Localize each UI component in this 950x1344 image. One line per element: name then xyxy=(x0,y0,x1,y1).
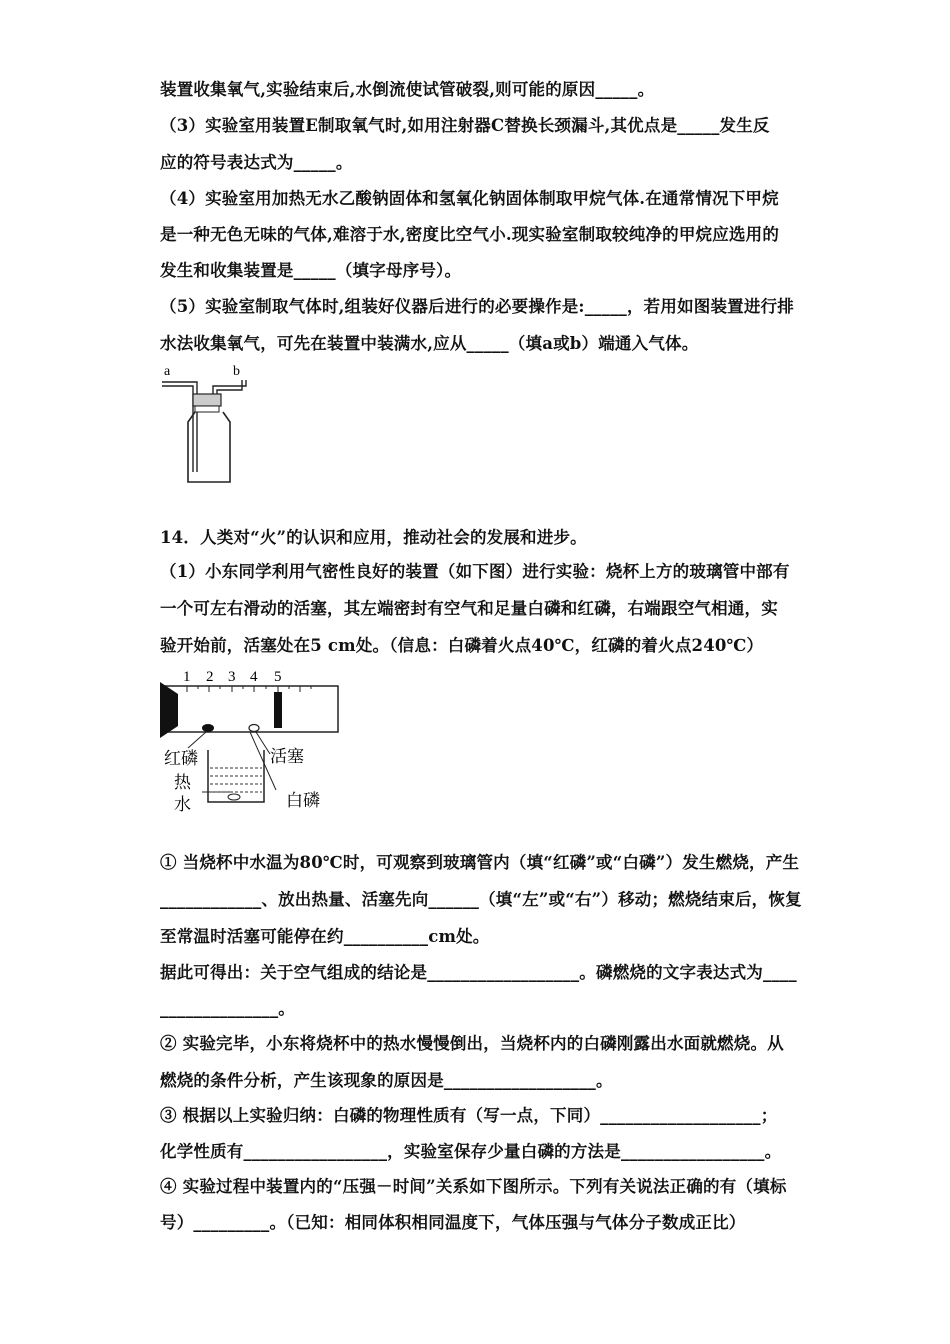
text-line-4: （4）实验室用加热无水乙酸钠固体和氢氧化钠固体制取甲烷气体.在通常情况下甲烷 xyxy=(160,189,779,208)
tick-2: 2 xyxy=(206,669,214,685)
gas-bottle-diagram xyxy=(160,360,260,490)
text-line-5: 是一种无色无味的气体,难溶于水,密度比空气小.现实验室制取较纯净的甲烷应选用的 xyxy=(160,225,780,244)
text-line-2: （3）实验室用装置E制取氧气时,如用注射器C替换长颈漏斗,其优点是_____发生反 xyxy=(160,116,770,135)
text-line-18: ② 实验完毕，小东将烧杯中的热水慢慢倒出，当烧杯内的白磷刚露出水面就燃烧。从 xyxy=(160,1034,784,1053)
label-b: b xyxy=(233,364,240,379)
text-line-12: 验开始前，活塞处在5 cm处。（信息：白磷着火点40℃，红磷的着火点240℃） xyxy=(160,636,764,655)
text-line-20: ③ 根据以上实验归纳：白磷的物理性质有（写一点，下同）___________________； xyxy=(160,1106,778,1125)
red-phosphorus xyxy=(202,724,214,732)
text-line-21: 化学性质有_________________，实验室保存少量白磷的方法是_________________。 xyxy=(160,1142,782,1161)
tick-3: 3 xyxy=(228,669,236,685)
text-line-17: ______________。 xyxy=(160,999,295,1018)
text-line-22: ④ 实验过程中装置内的“压强－时间”关系如下图所示。下列有关说法正确的有（填标 xyxy=(160,1177,787,1196)
hot-water-label-2: 水 xyxy=(174,795,191,814)
text-line-8: 水法收集氧气，可先在装置中装满水,应从_____（填a或b）端通入气体。 xyxy=(160,334,699,353)
tick-4: 4 xyxy=(250,669,258,685)
hot-water-label-1: 热 xyxy=(174,773,191,792)
tick-1: 1 xyxy=(183,669,191,685)
text-line-14: ____________、放出热量、活塞先向______（填“左”或“右”）移动；燃烧结束后，恢复 xyxy=(160,890,802,909)
text-line-19: 燃烧的条件分析，产生该现象的原因是__________________。 xyxy=(160,1071,613,1090)
text-line-9: 14．人类对“火”的认识和应用，推动社会的发展和进步。 xyxy=(160,528,587,547)
white-phosphorus-water xyxy=(228,794,240,800)
white-phosphorus-label: 白磷 xyxy=(286,791,320,810)
text-line-23: 号）_________。（已知：相同体积相同温度下，气体压强与气体分子数成正比） xyxy=(160,1213,746,1232)
text-line-11: 一个可左右滑动的活塞，其左端密封有空气和足量白磷和红磷，右端跟空气相通，实 xyxy=(160,599,778,618)
text-line-1: 装置收集氧气,实验结束后,水倒流使试管破裂,则可能的原因_____。 xyxy=(160,80,655,99)
label-a: a xyxy=(164,364,171,379)
phosphorus-tube-diagram xyxy=(158,664,348,814)
piston-label: 活塞 xyxy=(270,747,304,766)
white-phosphorus-top xyxy=(249,725,259,732)
tick-5: 5 xyxy=(274,669,282,685)
text-line-6: 发生和收集装置是_____（填字母序号）。 xyxy=(160,261,462,280)
text-line-15: 至常温时活塞可能停在约__________cm处。 xyxy=(160,927,490,946)
text-line-10: （1）小东同学利用气密性良好的装置（如下图）进行实验：烧杯上方的玻璃管中部有 xyxy=(160,562,790,581)
text-line-3: 应的符号表达式为_____。 xyxy=(160,153,353,172)
text-line-16: 据此可得出：关于空气组成的结论是__________________。磷燃烧的文字表达式为____ xyxy=(160,963,797,982)
red-phosphorus-label: 红磷 xyxy=(164,749,198,768)
text-line-13: ① 当烧杯中水温为80℃时，可观察到玻璃管内（填“红磷”或“白磷”）发生燃烧，产生 xyxy=(160,853,800,872)
text-line-7: （5）实验室制取气体时,组装好仪器后进行的必要操作是:_____，若用如图装置进行排 xyxy=(160,297,794,316)
